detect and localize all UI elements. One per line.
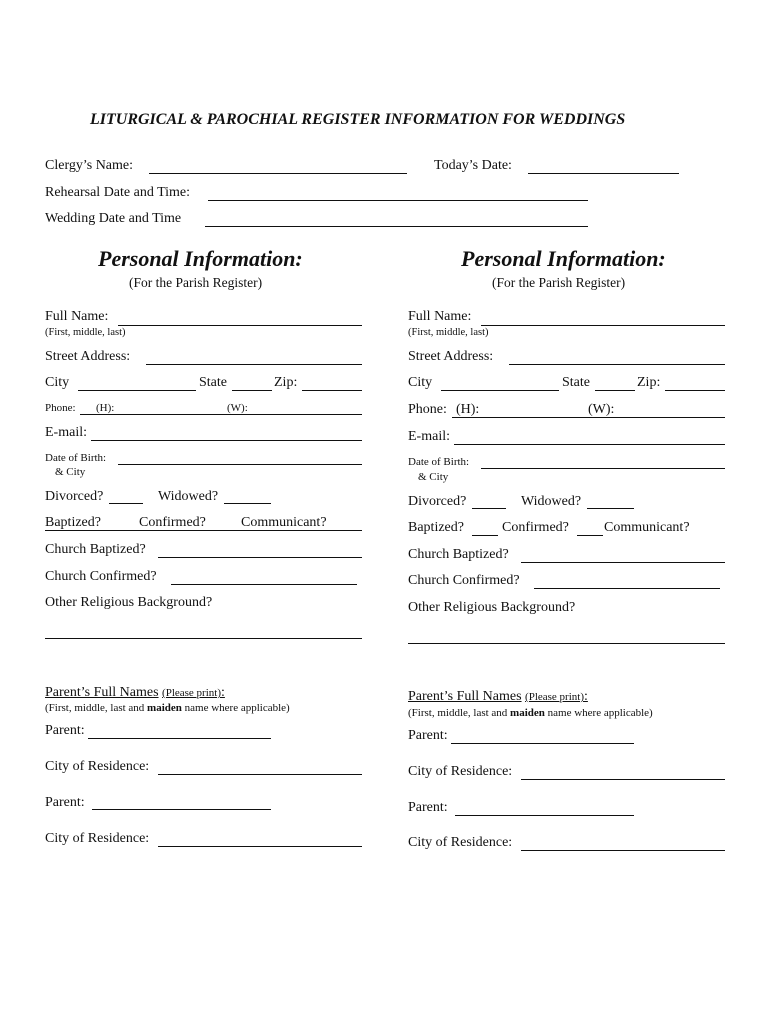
church-confirmed-label: Church Confirmed? [45, 569, 157, 584]
phone-w-label: (W): [588, 402, 615, 417]
city-field[interactable] [78, 390, 196, 391]
dob-field[interactable] [481, 468, 725, 469]
city-label: City [45, 375, 70, 390]
dob-city-label: & City [418, 471, 449, 483]
rehearsal-label: Rehearsal Date and Time: [45, 185, 191, 200]
parent2-field[interactable] [455, 815, 634, 816]
church-baptized-field[interactable] [521, 562, 725, 563]
parents-print: (Please print) [162, 687, 221, 699]
full-name-hint: (First, middle, last) [45, 327, 126, 338]
baptized-label: Baptized? [408, 520, 464, 535]
parents-hint-b: maiden [510, 707, 545, 719]
divorced-field[interactable] [109, 503, 143, 504]
parents-hint [408, 707, 653, 719]
phone-h-label: (H): [456, 402, 480, 417]
confirmed-field[interactable] [577, 535, 603, 536]
parent1-label: Parent: [45, 723, 85, 738]
widowed-field[interactable] [587, 508, 634, 509]
parent2-field[interactable] [92, 809, 271, 810]
section-subtitle: (For the Parish Register) [129, 275, 263, 290]
clergy-name-label: Clergy’s Name: [45, 158, 134, 173]
divorced-label: Divorced? [45, 489, 104, 504]
church-baptized-label: Church Baptized? [45, 542, 146, 557]
wedding-field[interactable] [205, 226, 588, 227]
email-label: E-mail: [45, 425, 87, 440]
todays-date-field[interactable] [528, 173, 679, 174]
email-label: E-mail: [408, 429, 450, 444]
parent2-label: Parent: [408, 800, 448, 815]
other-background-field[interactable] [408, 643, 725, 644]
church-confirmed-field[interactable] [534, 588, 720, 589]
dob-label: Date of Birth: [45, 452, 107, 464]
parents-label [408, 689, 588, 705]
church-baptized-label: Church Baptized? [408, 547, 509, 562]
city-label: City [408, 375, 433, 390]
section-subtitle: (For the Parish Register) [492, 275, 626, 290]
phone-h-label: (H): [96, 402, 115, 414]
city-field[interactable] [441, 390, 559, 391]
parents-hint-a: (First, middle, last and [45, 702, 145, 714]
widowed-label: Widowed? [158, 489, 219, 504]
section-title: Personal Information: [98, 246, 303, 271]
phone-label: Phone: [408, 402, 447, 417]
city-res2-label: City of Residence: [408, 835, 513, 850]
dob-field[interactable] [118, 464, 362, 465]
parent2-label: Parent: [45, 795, 85, 810]
phone-label: Phone: [45, 402, 76, 414]
city-res1-label: City of Residence: [408, 764, 513, 779]
communicant-label: Communicant? [241, 515, 327, 530]
section-title: Personal Information: [461, 246, 666, 271]
city-res2-field[interactable] [158, 846, 362, 847]
communicant-label: Communicant? [604, 520, 690, 535]
todays-date-label: Today’s Date: [434, 158, 512, 173]
other-background-field[interactable] [45, 638, 362, 639]
confirmed-label: Confirmed? [502, 520, 569, 535]
phone-field[interactable] [80, 414, 362, 415]
parents-title: Parent’s Full Names [45, 685, 159, 700]
zip-field[interactable] [302, 390, 362, 391]
parents-print: (Please print) [525, 691, 584, 703]
zip-label: Zip: [274, 375, 298, 390]
widowed-label: Widowed? [521, 494, 582, 509]
confirmed-label: Confirmed? [139, 515, 206, 530]
parents-colon: : [584, 689, 588, 704]
parents-hint [45, 702, 290, 714]
other-background-label: Other Religious Background? [408, 600, 576, 615]
sacraments-field[interactable] [45, 530, 362, 531]
rehearsal-field[interactable] [208, 200, 588, 201]
parents-title: Parent’s Full Names [408, 689, 522, 704]
full-name-field[interactable] [481, 325, 725, 326]
full-name-hint: (First, middle, last) [408, 327, 489, 338]
street-field[interactable] [146, 364, 362, 365]
full-name-label: Full Name: [45, 309, 109, 324]
parents-hint-c: name where applicable) [547, 707, 653, 719]
full-name-field[interactable] [118, 325, 362, 326]
divorced-field[interactable] [472, 508, 506, 509]
dob-city-label: & City [55, 466, 86, 478]
form-title: LITURGICAL & PAROCHIAL REGISTER INFORMATION FOR WEDDINGS [90, 111, 626, 128]
church-confirmed-field[interactable] [171, 584, 357, 585]
full-name-label: Full Name: [408, 309, 472, 324]
parents-colon: : [221, 685, 225, 700]
church-confirmed-label: Church Confirmed? [408, 573, 520, 588]
state-field[interactable] [232, 390, 272, 391]
street-label: Street Address: [45, 349, 131, 364]
zip-field[interactable] [665, 390, 725, 391]
state-label: State [562, 375, 590, 390]
city-res2-label: City of Residence: [45, 831, 150, 846]
parents-hint-a: (First, middle, last and [408, 707, 508, 719]
city-res1-label: City of Residence: [45, 759, 150, 774]
street-field[interactable] [509, 364, 725, 365]
street-label: Street Address: [408, 349, 494, 364]
city-res2-field[interactable] [521, 850, 725, 851]
dob-label: Date of Birth: [408, 456, 470, 468]
parents-hint-b: maiden [147, 702, 182, 714]
email-field[interactable] [91, 440, 362, 441]
parent1-label: Parent: [408, 728, 448, 743]
parent1-field[interactable] [451, 743, 634, 744]
parent1-field[interactable] [88, 738, 271, 739]
parents-hint-c: name where applicable) [184, 702, 290, 714]
email-field[interactable] [454, 444, 725, 445]
clergy-name-field[interactable] [149, 173, 407, 174]
other-background-label: Other Religious Background? [45, 595, 213, 610]
zip-label: Zip: [637, 375, 661, 390]
wedding-label: Wedding Date and Time [45, 211, 182, 226]
state-field[interactable] [595, 390, 635, 391]
widowed-field[interactable] [224, 503, 271, 504]
city-res1-field[interactable] [158, 774, 362, 775]
divorced-label: Divorced? [408, 494, 467, 509]
baptized-field[interactable] [472, 535, 498, 536]
baptized-label: Baptized? [45, 515, 101, 530]
church-baptized-field[interactable] [158, 557, 362, 558]
parents-label [45, 685, 225, 701]
phone-w-label: (W): [227, 402, 248, 414]
city-res1-field[interactable] [521, 779, 725, 780]
state-label: State [199, 375, 227, 390]
